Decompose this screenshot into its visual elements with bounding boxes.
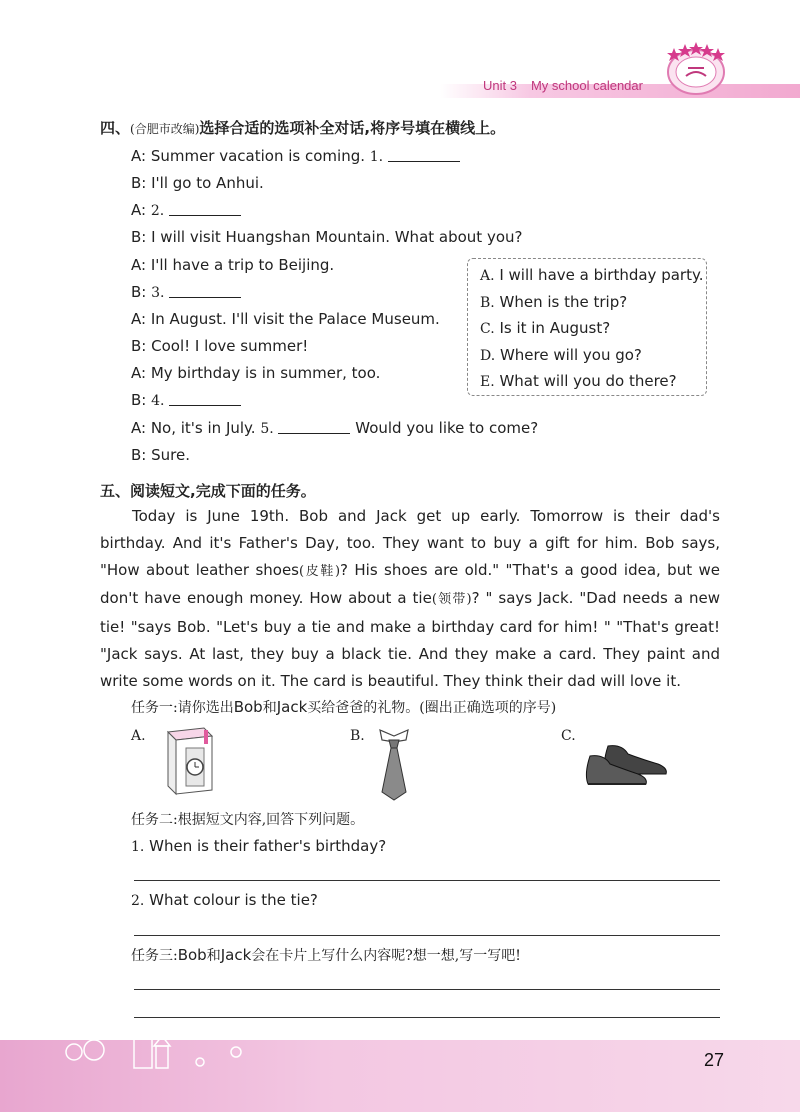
dialogue-line-9: A: My birthday is in summer, too. [131, 364, 381, 382]
task3-instruction: 任务三:Bob和Jack会在卡片上写什么内容呢?想一想,写一写吧! [131, 946, 521, 964]
option-e: E. What will you do there? [480, 372, 677, 390]
page-number: 27 [704, 1050, 725, 1070]
option-d: D. Where will you go? [480, 346, 642, 364]
question-1: 1. When is their father's birthday? [131, 837, 387, 855]
dialogue-line-11: A: No, it's in July. 5. Would you like to come? [131, 419, 539, 437]
option-b: B. When is the trip? [480, 293, 628, 311]
watch-box-icon [160, 724, 216, 796]
tie-icon [374, 726, 414, 802]
dialogue-line-10: B: 4. [131, 390, 241, 411]
unit-title: My school calendar [530, 78, 643, 93]
shoes-icon [584, 736, 672, 792]
choice-c-label[interactable]: C. [561, 728, 576, 744]
unit-label: Unit 3 [483, 78, 517, 93]
options-box [467, 258, 707, 396]
crown-badge-icon [660, 38, 732, 98]
answer-line-task3-1[interactable] [134, 989, 720, 990]
section4-heading: 四、(合肥市改编)选择合适的选项补全对话,将序号填在横线上。 [100, 119, 506, 137]
option-c: C. Is it in August? [480, 319, 611, 337]
dialogue-line-12: B: Sure. [131, 446, 190, 464]
answer-line-task3-2[interactable] [134, 1017, 720, 1018]
task2-instruction: 任务二:根据短文内容,回答下列问题。 [131, 812, 365, 828]
question-2: 2. What colour is the tie? [131, 891, 318, 909]
dialogue-line-6: B: 3. [131, 282, 241, 303]
answer-line-q2[interactable] [134, 935, 720, 936]
running-header [483, 78, 657, 93]
choice-b-label[interactable]: B. [350, 728, 365, 744]
answer-blank-1[interactable] [388, 148, 460, 162]
section5-heading: 五、阅读短文,完成下面的任务。 [100, 482, 316, 500]
task1-instruction: 任务一:请你选出Bob和Jack买给爸爸的礼物。(圈出正确选项的序号) [131, 698, 557, 716]
dialogue-line-3: A: 2. [131, 200, 241, 221]
dialogue-line-7: A: In August. I'll visit the Palace Museum. [131, 310, 440, 328]
option-a: A. I will have a birthday party. [480, 266, 704, 284]
answer-blank-3[interactable] [169, 284, 241, 298]
dialogue-line-5: A: I'll have a trip to Beijing. [131, 256, 335, 274]
dialogue-line-8: B: Cool! I love summer! [131, 337, 309, 355]
castle-decoration-icon [60, 1022, 260, 1072]
dialogue-line-4: B: I will visit Huangshan Mountain. What about you? [131, 228, 523, 246]
answer-blank-4[interactable] [169, 392, 241, 406]
reading-passage: Today is June 19th. Bob and Jack get up early. Tomorrow is their dad's birthday. And it's Father's Day, too. They want to buy a gift for him. Bob says, "How about leather shoes(皮鞋)? His shoes are old." "That's a good idea, but we don't have enough money. How about a tie(领带)? " says Jack. "Dad needs a new tie! "says Bob. "Let's buy a tie and make a birthday card for him! " "That's great! "Jack says. At last, they buy a black tie. And they make a card. They paint and write some words on it. The card is beautiful. They think their dad will love it. [100, 507, 720, 690]
choice-a-label[interactable]: A. [131, 728, 146, 744]
answer-line-q1[interactable] [134, 880, 720, 881]
answer-blank-2[interactable] [169, 202, 241, 216]
dialogue-line-1: A: Summer vacation is coming. 1. [131, 146, 460, 167]
answer-blank-5[interactable] [278, 420, 350, 434]
dialogue-line-2: B: I'll go to Anhui. [131, 174, 264, 192]
